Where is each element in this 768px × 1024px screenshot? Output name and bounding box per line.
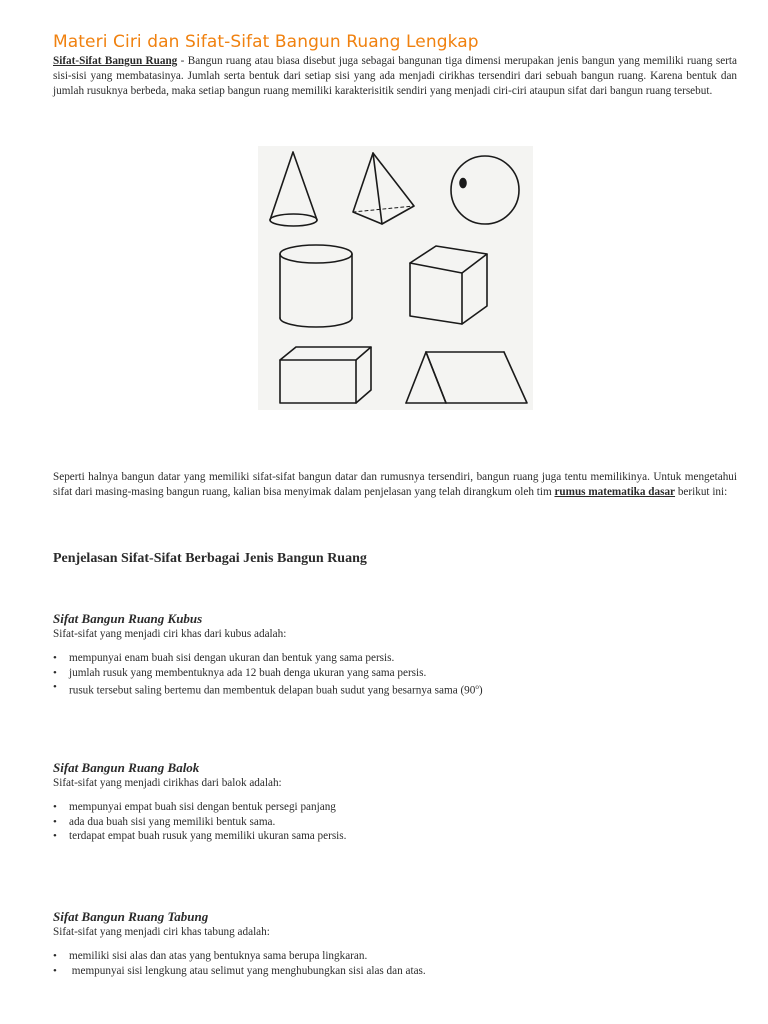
list-item-text: jumlah rusuk yang membentuknya ada 12 buah denga ukuran yang sama persis. bbox=[69, 666, 427, 679]
rumus-matematika-link[interactable]: rumus matematika dasar bbox=[554, 486, 676, 499]
bullet-icon: • bbox=[53, 815, 57, 828]
list-item bbox=[53, 949, 737, 964]
degree-sup: o bbox=[475, 683, 479, 691]
bullet-icon: • bbox=[53, 950, 57, 962]
section-heading: Penjelasan Sifat-Sifat Berbagai Jenis Bangun Ruang bbox=[53, 551, 367, 566]
tabung-heading: Sifat Bangun Ruang Tabung bbox=[53, 909, 209, 924]
list-item bbox=[53, 651, 737, 666]
cube-icon bbox=[410, 246, 487, 324]
cylinder-icon bbox=[280, 245, 352, 327]
sphere-icon bbox=[451, 156, 519, 224]
page-title: Materi Ciri dan Sifat-Sifat Bangun Ruang Lengkap bbox=[53, 32, 479, 52]
intro-lead-link[interactable]: Sifat-Sifat Bangun Ruang bbox=[53, 55, 178, 67]
triangular-prism-icon bbox=[406, 352, 527, 403]
tabung-subtitle: Sifat-sifat yang menjadi ciri khas tabung adalah: bbox=[53, 926, 270, 938]
intro-paragraph bbox=[53, 54, 737, 100]
list-item bbox=[53, 815, 737, 830]
shapes-drawing bbox=[258, 146, 533, 410]
degree-close: ) bbox=[478, 684, 483, 697]
list-item bbox=[53, 666, 737, 681]
pyramid-icon bbox=[353, 153, 414, 224]
intro-paragraph-2 bbox=[53, 470, 737, 500]
balok-heading: Sifat Bangun Ruang Balok bbox=[53, 760, 200, 775]
list-item-text: memiliki sisi alas dan atas yang bentuknya sama berupa lingkaran. bbox=[69, 950, 368, 962]
cone-icon bbox=[270, 152, 317, 226]
list-item bbox=[53, 680, 737, 698]
list-item bbox=[53, 800, 737, 815]
list-item-text: terdapat empat buah rusuk yang memiliki ukuran sama persis. bbox=[69, 830, 347, 842]
bullet-icon: • bbox=[53, 801, 57, 813]
list-item-text: mempunyai empat buah sisi dengan bentuk persegi panjang bbox=[69, 801, 336, 813]
list-item-text: mempunyai sisi lengkung atau selimut yang menghubungkan sisi alas dan atas. bbox=[69, 964, 426, 977]
list-item-text: mempunyai enam buah sisi dengan ukuran dan bentuk yang sama persis. bbox=[69, 652, 395, 664]
list-item bbox=[53, 829, 737, 844]
list-item bbox=[53, 964, 737, 979]
para2-text: Seperti halnya bangun datar yang memiliki sifat-sifat bangun datar dan rumusnya tersendiri, bangun ruang juga tentu memilikinya. Untuk mengetahui sifat dari masing-masing bangun ruang, kalian bisa menyimak dalam penjelasan yang telah dirangkum oleh tim bbox=[53, 471, 737, 499]
bullet-icon: • bbox=[53, 964, 57, 977]
para2-tail: berikut ini: bbox=[675, 486, 728, 499]
cuboid-icon bbox=[280, 347, 371, 403]
bullet-icon: • bbox=[53, 681, 57, 693]
balok-list bbox=[53, 800, 737, 844]
list-item-text: ada dua buah sisi yang memiliki bentuk sama. bbox=[69, 815, 276, 828]
kubus-subtitle: Sifat-sifat yang menjadi ciri khas dari kubus adalah: bbox=[53, 628, 287, 640]
tabung-list bbox=[53, 949, 737, 978]
intro-text: - Bangun ruang atau biasa disebut juga sebagai bangunan tiga dimensi merupakan jenis bangun yang memiliki ruang serta sisi-sisi yang membatasinya. Jumlah serta bentuk dari setiap sisi yang ada menjadi cirikhas tersendiri dari sebuah bangun ruang. Karena bentuk dan jumlah rusuknya berbeda, maka setiap bangun ruang memiliki karakterisitik sendiri yang menjadi ciri-ciri ataupun sifat dari bangun ruang tersebut. bbox=[53, 55, 737, 98]
bullet-icon: • bbox=[53, 652, 57, 664]
bullet-icon: • bbox=[53, 666, 57, 679]
solid-shapes-figure bbox=[258, 146, 533, 410]
bullet-icon: • bbox=[53, 830, 57, 842]
kubus-heading: Sifat Bangun Ruang Kubus bbox=[53, 611, 203, 626]
balok-subtitle: Sifat-sifat yang menjadi cirikhas dari balok adalah: bbox=[53, 777, 282, 789]
kubus-list bbox=[53, 651, 737, 698]
list-item-text: rusuk tersebut saling bertemu dan membentuk delapan buah sudut yang besarnya sama (90 bbox=[69, 684, 476, 697]
